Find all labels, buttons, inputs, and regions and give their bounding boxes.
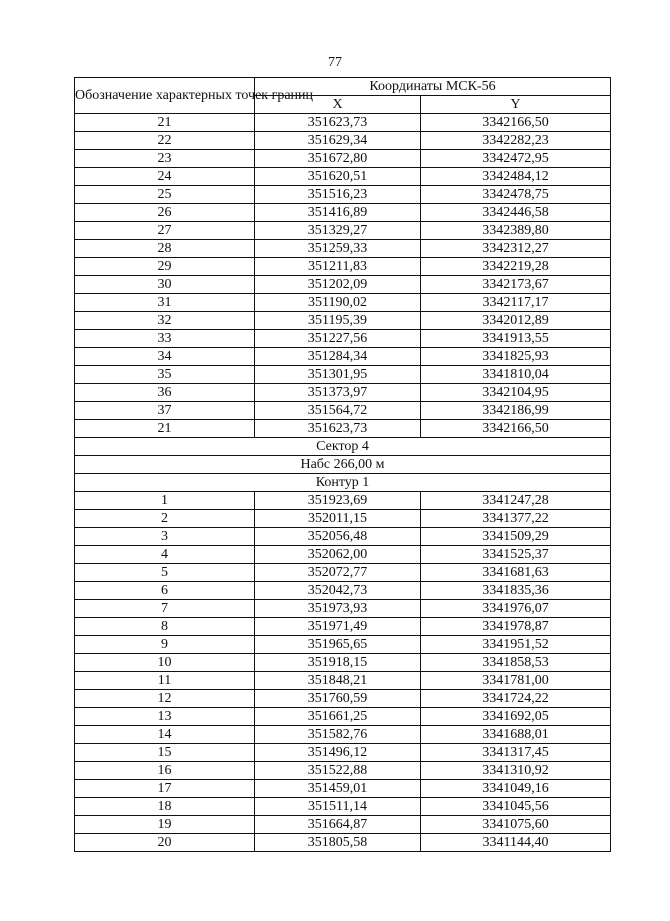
coordinate-system-header: Координаты МСК-56 bbox=[255, 78, 611, 96]
x-value: 351459,01 bbox=[255, 780, 421, 798]
point-label: 14 bbox=[75, 726, 255, 744]
x-value: 351582,76 bbox=[255, 726, 421, 744]
table-row bbox=[75, 420, 611, 438]
point-label: 26 bbox=[75, 204, 255, 222]
x-value: 351329,27 bbox=[255, 222, 421, 240]
y-value: 3341825,93 bbox=[421, 348, 611, 366]
x-value: 351664,87 bbox=[255, 816, 421, 834]
point-label: 27 bbox=[75, 222, 255, 240]
y-value: 3341724,22 bbox=[421, 690, 611, 708]
point-label: 16 bbox=[75, 762, 255, 780]
x-value: 351227,56 bbox=[255, 330, 421, 348]
y-value: 3342312,27 bbox=[421, 240, 611, 258]
point-label: 30 bbox=[75, 276, 255, 294]
table-header-row bbox=[75, 78, 611, 96]
table-row bbox=[75, 114, 611, 132]
x-value: 351661,25 bbox=[255, 708, 421, 726]
point-label: 18 bbox=[75, 798, 255, 816]
section-title: Контур 1 bbox=[75, 474, 611, 492]
y-value: 3341247,28 bbox=[421, 492, 611, 510]
section-row bbox=[75, 456, 611, 474]
y-value: 3342282,23 bbox=[421, 132, 611, 150]
x-value: 351496,12 bbox=[255, 744, 421, 762]
section-title: Сектор 4 bbox=[75, 438, 611, 456]
y-value: 3342219,28 bbox=[421, 258, 611, 276]
y-value: 3341144,40 bbox=[421, 834, 611, 852]
y-value: 3342012,89 bbox=[421, 312, 611, 330]
table-row bbox=[75, 798, 611, 816]
y-value: 3341858,53 bbox=[421, 654, 611, 672]
x-value: 351760,59 bbox=[255, 690, 421, 708]
point-label: 6 bbox=[75, 582, 255, 600]
point-label: 8 bbox=[75, 618, 255, 636]
table-row bbox=[75, 744, 611, 762]
point-label: 33 bbox=[75, 330, 255, 348]
table-row bbox=[75, 402, 611, 420]
table-row bbox=[75, 636, 611, 654]
point-label: 5 bbox=[75, 564, 255, 582]
y-value: 3341913,55 bbox=[421, 330, 611, 348]
point-label: 19 bbox=[75, 816, 255, 834]
x-value: 351516,23 bbox=[255, 186, 421, 204]
table-body bbox=[75, 114, 611, 852]
y-value: 3342173,67 bbox=[421, 276, 611, 294]
x-value: 351195,39 bbox=[255, 312, 421, 330]
x-value: 351202,09 bbox=[255, 276, 421, 294]
x-value: 351805,58 bbox=[255, 834, 421, 852]
y-value: 3341692,05 bbox=[421, 708, 611, 726]
x-value: 351848,21 bbox=[255, 672, 421, 690]
y-header: Y bbox=[421, 96, 611, 114]
y-value: 3342104,95 bbox=[421, 384, 611, 402]
y-value: 3341951,52 bbox=[421, 636, 611, 654]
table-row bbox=[75, 276, 611, 294]
point-label: 15 bbox=[75, 744, 255, 762]
x-value: 351623,73 bbox=[255, 114, 421, 132]
point-label: 1 bbox=[75, 492, 255, 510]
y-value: 3341688,01 bbox=[421, 726, 611, 744]
x-value: 352011,15 bbox=[255, 510, 421, 528]
coordinates-table bbox=[74, 77, 611, 852]
x-value: 351672,80 bbox=[255, 150, 421, 168]
y-value: 3341075,60 bbox=[421, 816, 611, 834]
y-value: 3341049,16 bbox=[421, 780, 611, 798]
table-row bbox=[75, 204, 611, 222]
table-row bbox=[75, 546, 611, 564]
x-value: 351511,14 bbox=[255, 798, 421, 816]
point-label: 20 bbox=[75, 834, 255, 852]
x-value: 351190,02 bbox=[255, 294, 421, 312]
y-value: 3341310,92 bbox=[421, 762, 611, 780]
table-row bbox=[75, 348, 611, 366]
point-label: 32 bbox=[75, 312, 255, 330]
y-value: 3342166,50 bbox=[421, 420, 611, 438]
y-value: 3342478,75 bbox=[421, 186, 611, 204]
table-row bbox=[75, 726, 611, 744]
page-number: 77 bbox=[328, 55, 342, 70]
section-row bbox=[75, 474, 611, 492]
y-value: 3341377,22 bbox=[421, 510, 611, 528]
point-label: 9 bbox=[75, 636, 255, 654]
y-value: 3341976,07 bbox=[421, 600, 611, 618]
x-value: 352072,77 bbox=[255, 564, 421, 582]
table-row bbox=[75, 690, 611, 708]
y-value: 3342472,95 bbox=[421, 150, 611, 168]
x-header: X bbox=[255, 96, 421, 114]
section-row bbox=[75, 438, 611, 456]
x-value: 351971,49 bbox=[255, 618, 421, 636]
x-value: 352042,73 bbox=[255, 582, 421, 600]
x-value: 351965,65 bbox=[255, 636, 421, 654]
table-row bbox=[75, 132, 611, 150]
y-value: 3341810,04 bbox=[421, 366, 611, 384]
table-row bbox=[75, 528, 611, 546]
point-label: 3 bbox=[75, 528, 255, 546]
point-label: 22 bbox=[75, 132, 255, 150]
x-value: 352056,48 bbox=[255, 528, 421, 546]
x-value: 351259,33 bbox=[255, 240, 421, 258]
y-value: 3341317,45 bbox=[421, 744, 611, 762]
y-value: 3342446,58 bbox=[421, 204, 611, 222]
table-row bbox=[75, 492, 611, 510]
y-value: 3342389,80 bbox=[421, 222, 611, 240]
point-label: 25 bbox=[75, 186, 255, 204]
y-value: 3341835,36 bbox=[421, 582, 611, 600]
x-value: 351564,72 bbox=[255, 402, 421, 420]
table-row bbox=[75, 708, 611, 726]
point-label: 36 bbox=[75, 384, 255, 402]
x-value: 351629,34 bbox=[255, 132, 421, 150]
point-label: 29 bbox=[75, 258, 255, 276]
table-row bbox=[75, 672, 611, 690]
point-label: 10 bbox=[75, 654, 255, 672]
x-value: 351416,89 bbox=[255, 204, 421, 222]
x-value: 351923,69 bbox=[255, 492, 421, 510]
point-label-header: Обозначение характерных точек границ bbox=[75, 78, 255, 114]
table-row bbox=[75, 258, 611, 276]
table-row bbox=[75, 816, 611, 834]
y-value: 3341045,56 bbox=[421, 798, 611, 816]
table-row bbox=[75, 564, 611, 582]
point-label: 7 bbox=[75, 600, 255, 618]
point-label: 17 bbox=[75, 780, 255, 798]
table-row bbox=[75, 510, 611, 528]
x-value: 351373,97 bbox=[255, 384, 421, 402]
x-value: 351918,15 bbox=[255, 654, 421, 672]
table-row bbox=[75, 762, 611, 780]
table-row bbox=[75, 834, 611, 852]
table-row bbox=[75, 312, 611, 330]
y-value: 3342117,17 bbox=[421, 294, 611, 312]
point-label: 2 bbox=[75, 510, 255, 528]
table-row bbox=[75, 186, 611, 204]
x-value: 351522,88 bbox=[255, 762, 421, 780]
table-row bbox=[75, 780, 611, 798]
x-value: 351620,51 bbox=[255, 168, 421, 186]
point-label: 4 bbox=[75, 546, 255, 564]
y-value: 3341681,63 bbox=[421, 564, 611, 582]
y-value: 3341978,87 bbox=[421, 618, 611, 636]
y-value: 3342186,99 bbox=[421, 402, 611, 420]
table-row bbox=[75, 384, 611, 402]
x-value: 351973,93 bbox=[255, 600, 421, 618]
point-label: 28 bbox=[75, 240, 255, 258]
point-label: 31 bbox=[75, 294, 255, 312]
table-row bbox=[75, 654, 611, 672]
x-value: 352062,00 bbox=[255, 546, 421, 564]
point-label: 35 bbox=[75, 366, 255, 384]
table-row bbox=[75, 600, 611, 618]
point-label: 23 bbox=[75, 150, 255, 168]
table-row bbox=[75, 582, 611, 600]
x-value: 351284,34 bbox=[255, 348, 421, 366]
point-label: 11 bbox=[75, 672, 255, 690]
x-value: 351623,73 bbox=[255, 420, 421, 438]
y-value: 3341509,29 bbox=[421, 528, 611, 546]
table-row bbox=[75, 366, 611, 384]
x-value: 351301,95 bbox=[255, 366, 421, 384]
point-label: 21 bbox=[75, 420, 255, 438]
point-label: 37 bbox=[75, 402, 255, 420]
table-row bbox=[75, 168, 611, 186]
table-row bbox=[75, 330, 611, 348]
point-label: 13 bbox=[75, 708, 255, 726]
point-label: 12 bbox=[75, 690, 255, 708]
point-label: 24 bbox=[75, 168, 255, 186]
section-title: Набс 266,00 м bbox=[75, 456, 611, 474]
point-label: 34 bbox=[75, 348, 255, 366]
x-value: 351211,83 bbox=[255, 258, 421, 276]
y-value: 3341525,37 bbox=[421, 546, 611, 564]
table-row bbox=[75, 222, 611, 240]
table-row bbox=[75, 618, 611, 636]
y-value: 3342166,50 bbox=[421, 114, 611, 132]
y-value: 3341781,00 bbox=[421, 672, 611, 690]
table-row bbox=[75, 294, 611, 312]
y-value: 3342484,12 bbox=[421, 168, 611, 186]
table-row bbox=[75, 240, 611, 258]
point-label: 21 bbox=[75, 114, 255, 132]
table-row bbox=[75, 150, 611, 168]
